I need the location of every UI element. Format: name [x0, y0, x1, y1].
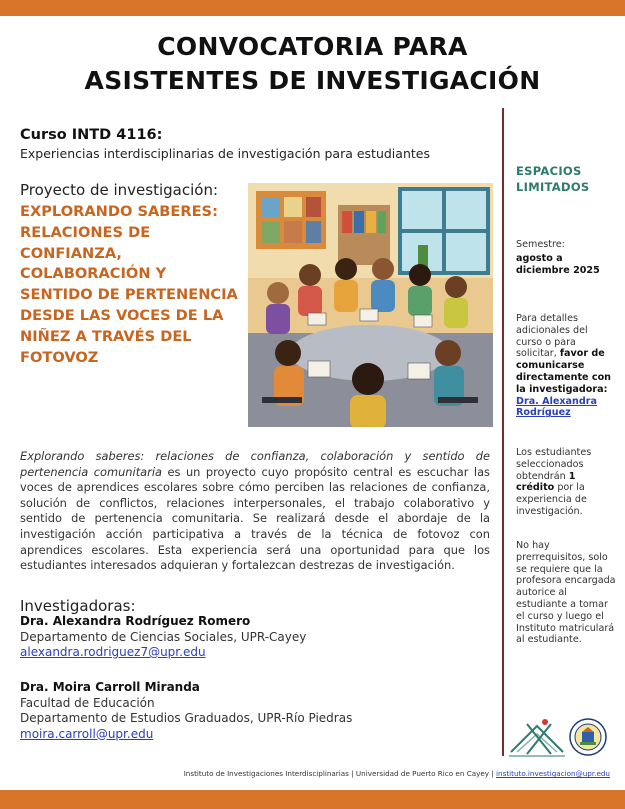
title-line-1: CONVOCATORIA PARA — [157, 32, 468, 61]
column-divider — [502, 108, 504, 756]
project-description — [20, 449, 490, 574]
credit-info — [516, 447, 616, 518]
researcher-email-link[interactable]: moira.carroll@upr.edu — [20, 726, 154, 741]
project-title-line: SENTIDO DE PERTENENCIA — [20, 286, 238, 304]
university-seal — [569, 718, 607, 756]
bottom-accent-bar — [0, 790, 625, 809]
semester-value: agosto a diciembre 2025 — [516, 252, 600, 276]
course-code: Curso INTD 4116: — [20, 127, 163, 143]
requirements-info: No hay prerrequisitos, solo se requiere que la profesora encargada autorice al estudiante a tomar el curso y luego el Instituto matriculará al estudiante. — [516, 540, 616, 646]
researcher-name: Dra. Moira Carroll Miranda — [20, 680, 200, 694]
page-footer — [0, 769, 610, 778]
top-accent-bar — [0, 0, 625, 16]
project-title-line: CONFIANZA, — [20, 244, 122, 262]
project-title-line: COLABORACIÓN Y — [20, 265, 167, 283]
contact-details — [516, 313, 616, 419]
details-bold: favor de comunicarse directamente con la investigadora: — [516, 348, 612, 395]
researcher-email-link[interactable]: alexandra.rodriguez7@upr.edu — [20, 645, 206, 659]
credit-amount: 1 crédito — [516, 470, 576, 494]
classroom-illustration — [248, 183, 493, 427]
project-title-line: NIÑEZ A TRAVÉS DEL — [20, 327, 192, 345]
course-name: Experiencias interdisciplinarias de investigación para estudiantes — [20, 146, 430, 161]
researcher-affiliation: Departamento de Ciencias Sociales, UPR-Cayey — [20, 629, 307, 644]
title-line-2: ASISTENTES DE INVESTIGACIÓN — [84, 66, 541, 95]
project-title-line: RELACIONES DE — [20, 223, 151, 241]
project-label: Proyecto de investigación: — [20, 181, 219, 199]
page-title — [0, 30, 625, 98]
credit-pre: Los estudiantes seleccionados obtendrán — [516, 447, 592, 482]
researcher-1 — [20, 614, 306, 661]
footer-text: Instituto de Investigaciones Interdisciplinarias | Universidad de Puerto Rico en Cayey | — [183, 769, 497, 778]
footer-email-link[interactable]: instituto.investigacion@upr.edu — [496, 769, 610, 778]
researchers-label: Investigadoras: — [20, 597, 136, 615]
limited-spaces-line-1: ESPACIOS — [516, 164, 582, 178]
researcher-2 — [20, 680, 352, 742]
researcher-affiliation: Facultad de Educación — [20, 695, 155, 710]
project-title-line: FOTOVOZ — [20, 348, 99, 366]
researcher-affiliation: Departamento de Estudios Graduados, UPR-Río Piedras — [20, 711, 353, 725]
institute-logo — [507, 716, 567, 758]
limited-spaces-heading — [516, 163, 616, 195]
credit-post: por la experiencia de investigación. — [516, 482, 587, 517]
semester-label: Semestre: — [516, 239, 565, 250]
description-body: es un proyecto cuyo propósito central es escuchar las voces de aprendices escolares sobre cómo perciben las relaciones de confianza, solución de conflictos, relaciones interpersonales, el trabajo colaborativo y sentido de pertenencia comunitaria. Se realizará desde el abordaje de la investigación acción participativa a través de la técnica de fotovoz con aprendices escolares. Esta experiencia será una oportunidad para que los estudiantes interesados adquieran y fortalezcan destrezas de investigación. — [20, 464, 490, 573]
project-title-line: EXPLORANDO SABERES: — [20, 203, 218, 220]
researcher-contact-link[interactable]: Dra. Alexandra Rodríguez — [516, 395, 597, 419]
researcher-name: Dra. Alexandra Rodríguez Romero — [20, 614, 251, 628]
semester-info — [516, 239, 616, 276]
limited-spaces-line-2: LIMITADOS — [516, 180, 590, 194]
project-title-line: DESDE LAS VOCES DE LA — [20, 306, 224, 324]
project-title — [20, 202, 246, 368]
description-italic: Explorando saberes: relaciones de confianza, colaboración y sentido de pertenencia comunitaria — [20, 449, 490, 479]
details-text: Para detalles adicionales del curso o para solicitar, — [516, 313, 588, 360]
